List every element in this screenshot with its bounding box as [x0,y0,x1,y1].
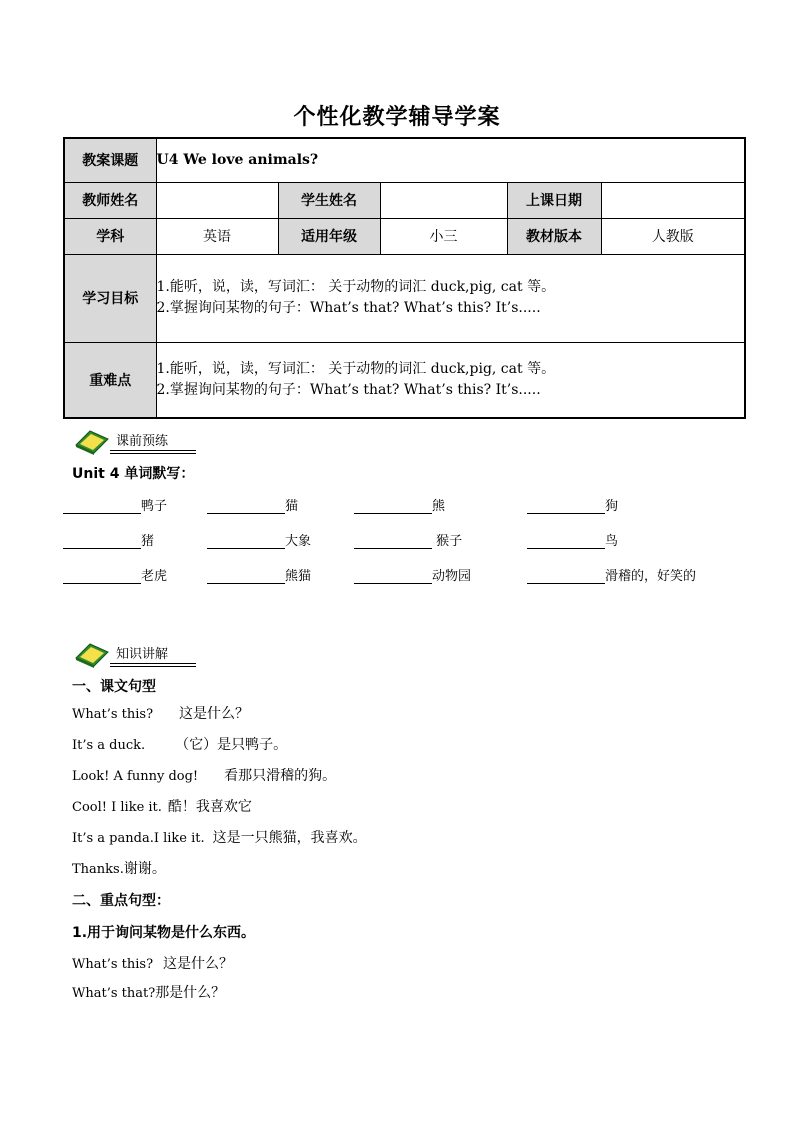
answer-blank[interactable] [354,534,432,549]
book-icon [74,427,110,455]
book-icon [74,640,110,668]
answer-blank[interactable] [354,499,432,514]
vocab-item [354,565,471,584]
sentence-english: Thanks. [72,862,124,877]
sentence-line [72,858,166,878]
answer-blank[interactable] [63,534,141,549]
vocab-word: 老虎 [141,569,168,584]
date-value [601,182,745,218]
answer-blank[interactable] [207,569,285,584]
sentence-english: Cool! I like it. [72,800,162,815]
vocab-word: 猫 [285,499,299,514]
vocab-row [63,495,763,515]
vocab-word: 熊猫 [285,569,312,584]
key-line-2: 2.掌握询问某物的句子：What’s that? What’s this? It’s..... [156,381,541,398]
sentence-line [72,827,367,847]
answer-blank[interactable] [527,499,605,514]
edition-value: 人教版 [601,218,745,254]
vocab-item [354,530,462,549]
section-text-patterns: 一、课文句型 [72,679,156,695]
topic-value: U4 We love animals? [156,138,745,182]
student-value [380,182,507,218]
vocab-item [63,530,154,549]
vocab-item [207,565,311,584]
vocab-row [63,530,763,550]
answer-blank[interactable] [63,499,141,514]
sentence-chinese: 那是什么？ [155,985,226,1001]
vocab-word: 猪 [141,534,155,549]
sentence-chinese: 这是一只熊猫，我喜欢。 [212,830,367,846]
sentence-chinese: （它）是只鸭子。 [175,737,288,753]
grade-value: 小三 [380,218,507,254]
teacher-value [156,182,278,218]
topic-label: 教案课题 [64,138,156,182]
sentence-english: What’s this? [72,707,154,722]
key-content [156,342,745,418]
preview-banner [74,425,196,457]
key-line-1: 1.能听，说，读，写词汇： 关于动物的词汇 duck,pig, cat 等。 [156,360,556,377]
sentence-chinese: 看那只滑稽的狗。 [224,768,337,784]
vocab-word: 滑稽的，好笑的 [605,569,697,584]
sentence-english: What’s that? [72,986,156,1001]
grade-label: 适用年级 [278,218,380,254]
sentence-chinese: 这是什么？ [179,706,250,722]
vocab-item [527,495,618,514]
sentence-english: It’s a duck. [72,738,146,753]
vocab-item [207,530,311,549]
vocab-title: Unit 4 单词默写： [72,466,195,482]
sentence-line [72,734,287,754]
answer-blank[interactable] [207,499,285,514]
subject-value: 英语 [156,218,278,254]
vocab-word: 猴子 [432,534,463,549]
sentence-line [72,703,249,723]
key-label: 重难点 [64,342,156,418]
vocab-word: 动物园 [432,569,472,584]
vocab-word: 鸟 [605,534,619,549]
subject-label: 学科 [64,218,156,254]
vocab-item [527,565,696,584]
point-1-title: 1.用于询问某物是什么东西。 [72,925,256,941]
student-label: 学生姓名 [278,182,380,218]
date-label: 上课日期 [507,182,601,218]
teacher-label: 教师姓名 [64,182,156,218]
vocab-item [354,495,445,514]
answer-blank[interactable] [354,569,432,584]
answer-blank[interactable] [63,569,141,584]
answer-blank[interactable] [527,534,605,549]
point-sentence-line [72,953,233,973]
vocab-item [527,530,618,549]
sentence-english: What’s this? [72,957,154,972]
lesson-info-table [63,137,746,419]
sentence-chinese: 这是什么？ [163,956,234,972]
vocab-item [207,495,298,514]
preview-banner-text: 课前预练 [116,434,169,449]
sentence-chinese: 谢谢。 [123,861,166,877]
sentence-english: It’s a panda.I like it. [72,831,205,846]
sentence-english: Look! A funny dog! [72,769,199,784]
answer-blank[interactable] [527,569,605,584]
page-title: 个性化教学辅导学案 [293,105,501,130]
sentence-chinese: 酷！我喜欢它 [167,799,252,815]
sentence-line [72,765,336,785]
sentence-line [72,796,252,816]
knowledge-banner [74,638,196,670]
point-sentence-line [72,982,225,1002]
vocab-item [63,565,167,584]
goal-label: 学习目标 [64,254,156,342]
vocab-word: 熊 [432,499,446,514]
goal-line-1: 1.能听，说，读，写词汇： 关于动物的词汇 duck,pig, cat 等。 [156,279,556,295]
vocab-word: 大象 [285,534,312,549]
vocab-row [63,565,763,585]
vocab-word: 鸭子 [141,499,168,514]
section-key-patterns: 二、重点句型： [72,893,170,909]
goal-content [156,254,745,342]
vocab-item [63,495,167,514]
knowledge-banner-text: 知识讲解 [116,647,169,662]
answer-blank[interactable] [207,534,285,549]
vocab-word: 狗 [605,499,619,514]
edition-label: 教材版本 [507,218,601,254]
goal-line-2: 2.掌握询问某物的句子：What’s that? What’s this? It’s..... [156,300,541,316]
